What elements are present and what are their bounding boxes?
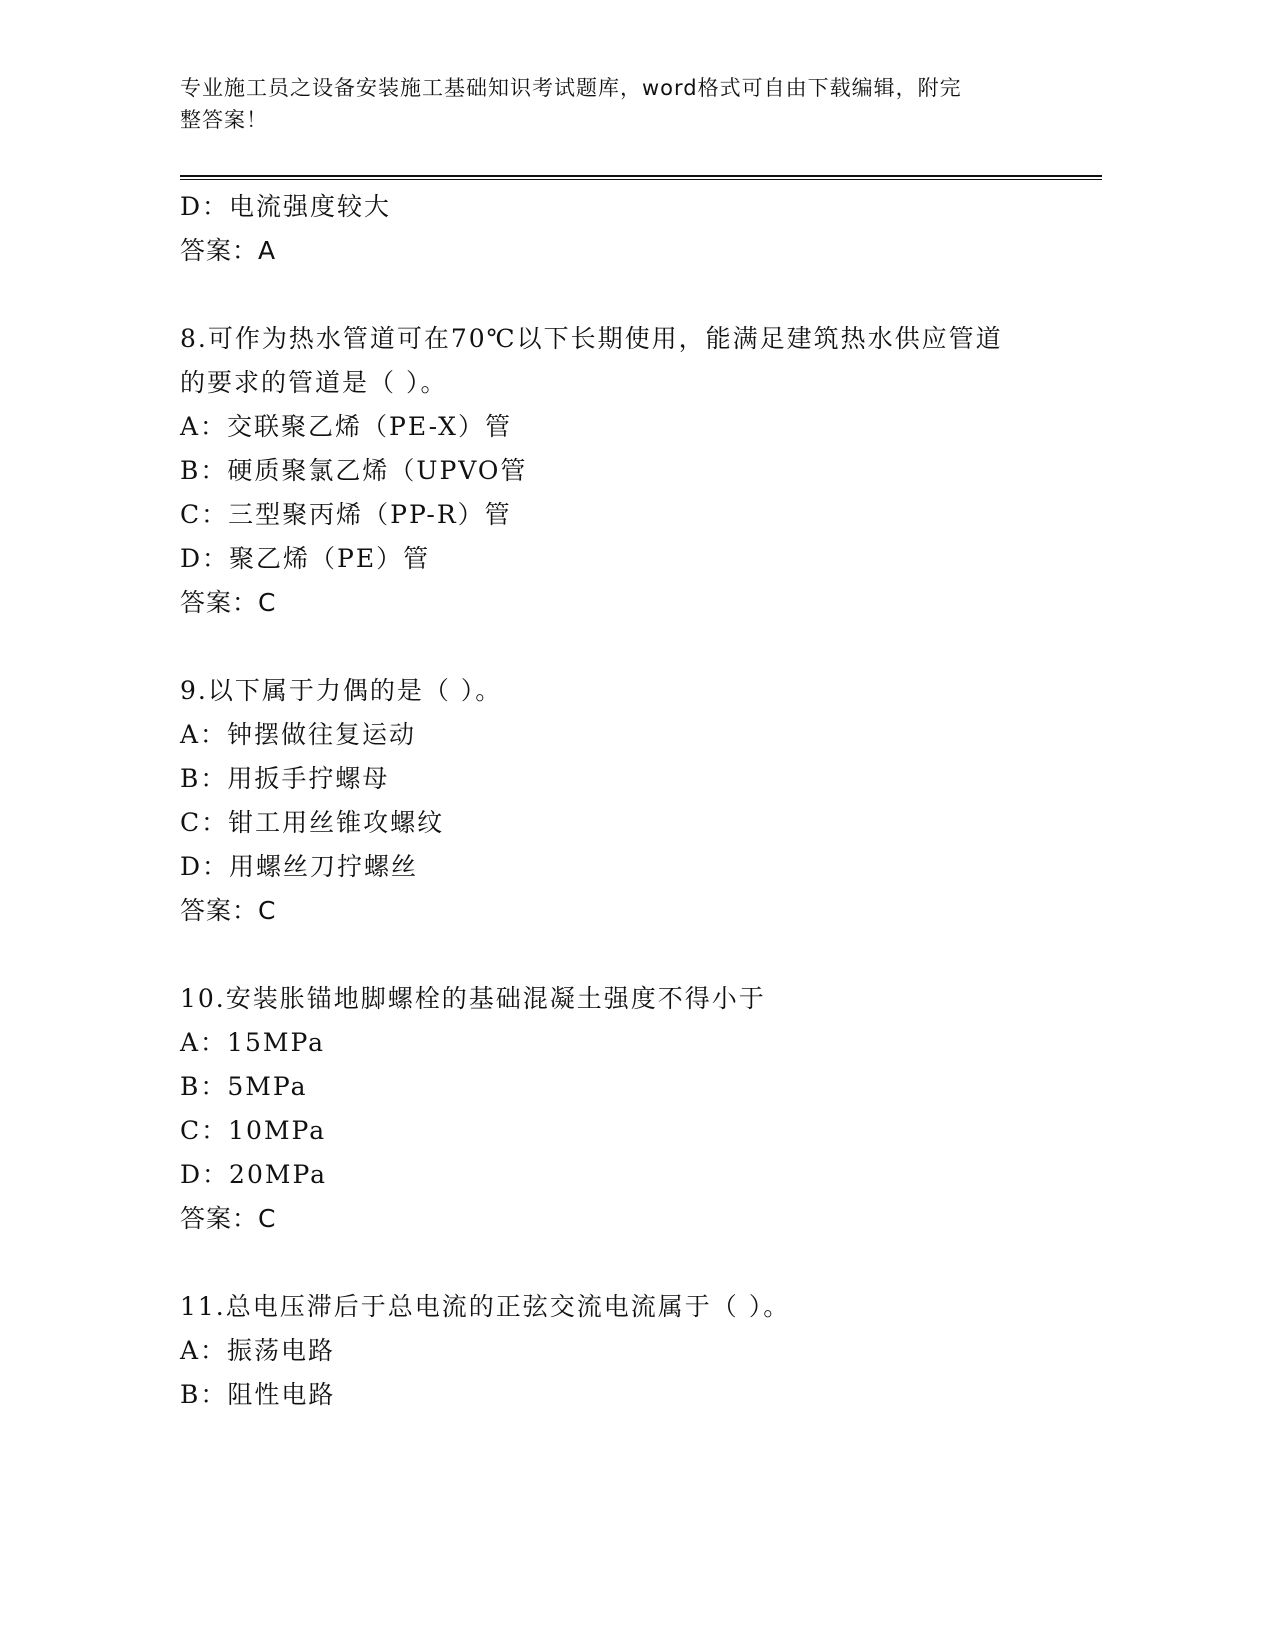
question-11-stem: 11.总电压滞后于总电流的正弦交流电流属于（ ）。: [180, 1292, 791, 1321]
spacer: [180, 1241, 1080, 1285]
question-9-answer: 答案：C: [180, 896, 277, 925]
spacer: [180, 933, 1080, 977]
document-header: [180, 72, 1040, 136]
question-10-option-b: B：5MPa: [180, 1072, 308, 1101]
prev-option-d: D：电流强度较大: [180, 192, 392, 221]
question-11-option-b: B：阻性电路: [180, 1380, 336, 1409]
question-11-option-a: A：振荡电路: [180, 1336, 336, 1365]
question-10-option-c: C：10MPa: [180, 1116, 327, 1145]
question-8: [180, 317, 1080, 625]
question-8-option-a: A：交联聚乙烯（PE-X）管: [180, 412, 512, 441]
header-divider: [180, 175, 1102, 180]
question-9-option-a: A：钟摆做往复运动: [180, 720, 417, 749]
question-9-option-d: D：用螺丝刀拧螺丝: [180, 852, 419, 881]
question-8-stem-line-1: 8.可作为热水管道可在70℃以下长期使用，能满足建筑热水供应管道: [180, 324, 1003, 353]
header-line-2: 整答案！: [180, 108, 268, 132]
spacer: [180, 273, 1080, 317]
question-8-answer: 答案：C: [180, 588, 277, 617]
prev-answer: 答案：A: [180, 236, 277, 265]
question-8-option-b: B：硬质聚氯乙烯（UPVO管: [180, 456, 528, 485]
question-10-option-a: A：15MPa: [180, 1028, 326, 1057]
question-10-option-d: D：20MPa: [180, 1160, 328, 1189]
question-10-answer: 答案：C: [180, 1204, 277, 1233]
question-8-option-c: C：三型聚丙烯（PP-R）管: [180, 500, 512, 529]
spacer: [180, 625, 1080, 669]
question-11: [180, 1285, 1080, 1417]
question-8-stem-line-2: 的要求的管道是（ ）。: [180, 368, 448, 397]
question-8-option-d: D：聚乙烯（PE）管: [180, 544, 431, 573]
question-9: [180, 669, 1080, 933]
question-9-stem: 9.以下属于力偶的是（ ）。: [180, 676, 503, 705]
question-9-option-c: C：钳工用丝锥攻螺纹: [180, 808, 445, 837]
question-10: [180, 977, 1080, 1241]
header-line-1: 专业施工员之设备安装施工基础知识考试题库，word格式可自由下载编辑，附完: [180, 76, 962, 100]
question-list: [180, 185, 1080, 1417]
question-9-option-b: B：用扳手拧螺母: [180, 764, 390, 793]
question-10-stem: 10.安装胀锚地脚螺栓的基础混凝土强度不得小于: [180, 984, 766, 1013]
